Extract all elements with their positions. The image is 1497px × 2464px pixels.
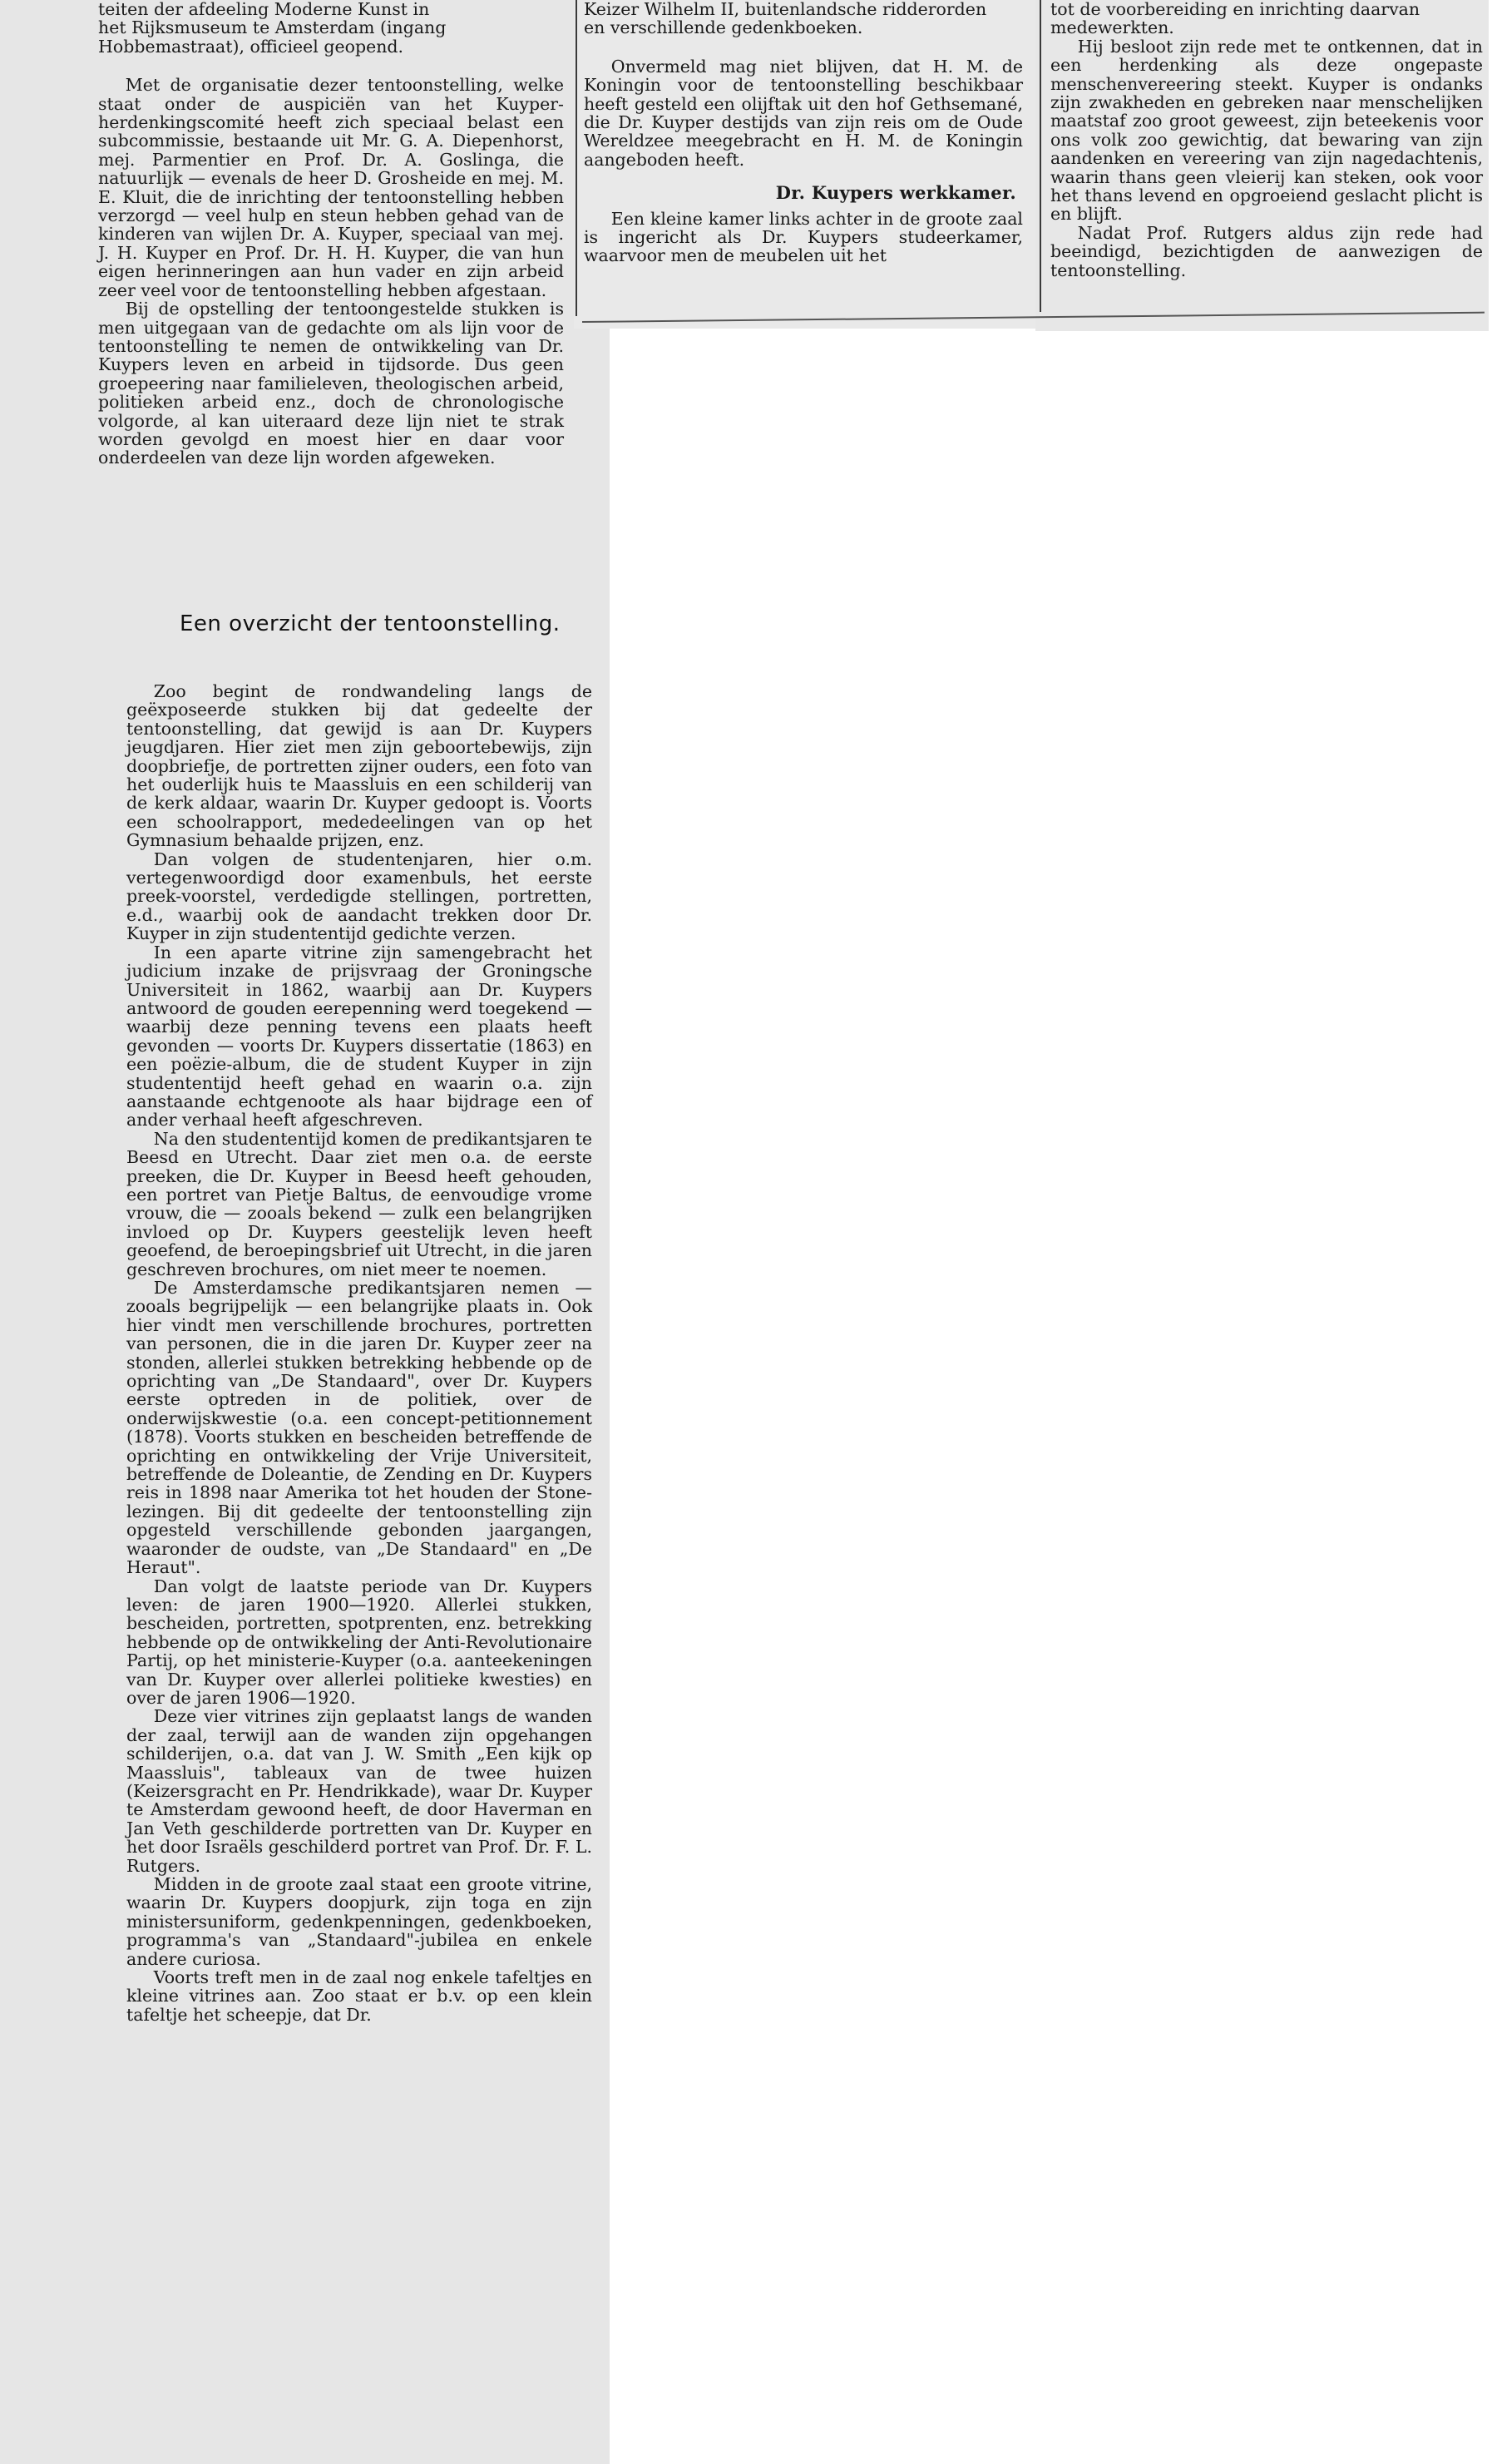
- text-line: en verschillende gedenkboeken.: [584, 17, 863, 38]
- paragraph: Voorts treft men in de zaal nog enkele tafeltjes en kleine vitrines aan. Zoo staat er b.v. op een klein tafeltje het scheepje, dat Dr.: [126, 1967, 592, 2025]
- column-c: [1050, 0, 1483, 280]
- text-line: Keizer Wilhelm II, buitenlandsche ridderorden: [584, 0, 987, 19]
- column-divider: [1040, 0, 1041, 312]
- text-line: Hobbemastraat), officieel geopend.: [98, 36, 404, 57]
- paragraph: Zoo begint de rondwandeling langs de geëxposeerde stukken bij dat gedeelte der tentoonstelling, dat gewijd is aan Dr. Kuypers jeugdjaren. Hier ziet men zijn geboortebewijs, zijn doopbriefje, de portretten zijner ouders, een foto van het ouderlijk huis te Maassluis en een schilderij van de kerk aldaar, waarin Dr. Kuyper gedoopt is. Voorts een schoolrapport, mededeelingen van op het Gymnasium behaalde prijzen, enz.: [126, 681, 592, 851]
- text-line: tot de voorbereiding en inrichting daarvan: [1050, 0, 1420, 19]
- paragraph: Nadat Prof. Rutgers aldus zijn rede had beeindigd, bezichtigden de aanwezigen de tentoonstelling.: [1050, 222, 1483, 280]
- paragraph: Een kleine kamer links achter in de groote zaal is ingericht als Dr. Kuypers studeerkamer, waarvoor men de meubelen uit het: [584, 208, 1023, 266]
- paragraph: Dan volgen de studentenjaren, hier o.m. vertegenwoordigd door examenbuls, het eerste preek-voorstel, verdedigde stellingen, portretten, e.d., waarbij ook de aandacht trekken door Dr. Kuyper in zijn studententijd gedichte verzen.: [126, 849, 592, 944]
- paragraph: Bij de opstelling der tentoongestelde stukken is men uitgegaan van de gedachte om als lijn voor de tentoonstelling te nemen de ontwikkeling van Dr. Kuypers leven en arbeid in tijdsorde. Dus geen groepeering naar familieleven, theologischen arbeid, politieken arbeid enz., doch de chronologische volgorde, al kan uiteraard deze lijn niet te strak worden gevolgd en moest hier en daar voor onderdeelen van deze lijn worden afgeweken.: [98, 299, 564, 468]
- column-a-top: [98, 0, 564, 468]
- paragraph: De Amsterdamsche predikantsjaren nemen — zooals begrijpelijk — een belangrijke plaats in. Ook hier vindt men verschillende brochures, portretten van personen, die in die jaren Dr. Kuyper zeer na stonden, allerlei stukken betrekking hebbende op de oprichting van „De Standaard", over Dr. Kuypers eerste optreden in de politiek, over de onderwijskwestie (o.a. een concept-petitionnement (1878). Voorts stukken en bescheiden betreffende de oprichting en ontwikkeling der Vrije Universiteit, betreffende de Doleantie, de Zending en Dr. Kuypers reis in 1898 naar Amerika tot het houden der Stone-lezingen. Bij dit gedeelte der tentoonstelling zijn opgesteld verschillende gebonden jaargangen, waaronder de oudste, van „De Standaard" en „De Heraut".: [126, 1278, 592, 1578]
- subheading: Dr. Kuypers werkkamer.: [775, 182, 1016, 204]
- paragraph: Hij besloot zijn rede met te ontkennen, dat in een herdenking als deze ongepaste menschenvereering steekt. Kuyper is ondanks zijn zwakheden en gebreken naar menschelijken maatstaf zoo groot geweest, zijn beteekenis voor ons volk zoo gewichtig, dat bewaring van zijn aandenken en vereering van zijn nagedachtenis, waarin thans geen vleierij kan steken, ook voor het thans levend en opgroeiend geslacht plicht is en blijft.: [1050, 36, 1483, 225]
- text-line: het Rijksmuseum te Amsterdam (ingang: [98, 17, 447, 38]
- paragraph: In een aparte vitrine zijn samengebracht het judicium inzake de prijsvraag der Groningsche Universiteit in 1862, waarbij aan Dr. Kuypers antwoord de gouden eerepenning werd toegekend — waarbij deze penning tevens een plaats heeft gevonden — voorts Dr. Kuypers dissertatie (1863) en een poëzie-album, die de student Kuyper in zijn studententijd heeft gehad en waarin o.a. zijn aanstaande echtgenoote als haar bijdrage een of ander verhaal heeft afgeschreven.: [126, 942, 592, 1131]
- column-a-lower: [126, 682, 592, 2024]
- paragraph: Midden in de groote zaal staat een groote vitrine, waarin Dr. Kuypers doopjurk, zijn toga en zijn ministersuniform, gedenkpenningen, gedenkboeken, programma's van „Standaard"-jubilea en enkele andere curiosa.: [126, 1874, 592, 1969]
- paragraph: Na den studententijd komen de predikantsjaren te Beesd en Utrecht. Daar ziet men o.a. de eerste preeken, die Dr. Kuyper in Beesd heeft gehouden, een portret van Pietje Baltus, de eenvoudige vrome vrouw, die — zooals bekend — zulk een belangrijken invloed op Dr. Kuypers geestelijk leven heeft geoefend, de beroepingsbrief uit Utrecht, in die jaren geschreven brochures, om niet meer te noemen.: [126, 1128, 592, 1279]
- column-b: [584, 0, 1023, 265]
- paragraph: Onvermeld mag niet blijven, dat H. M. de Koningin voor de tentoonstelling beschikbaar heeft gesteld een olijftak uit den hof Gethsemané, die Dr. Kuyper destijds van zijn reis om de Oude Wereldzee meegebracht en H. M. de Koningin aangeboden heeft.: [584, 56, 1023, 170]
- column-divider: [576, 0, 577, 316]
- paragraph: Met de organisatie dezer tentoonstelling, welke staat onder de auspiciën van het Kuyper-herdenkingscomité heeft zich speciaal belast een subcommissie, bestaande uit Mr. G. A. Diepenhorst, mej. Parmentier en Prof. Dr. A. Goslinga, die natuurlijk — evenals de heer D. Grosheide en mej. M. E. Kluit, die de inrichting der tentoonstelling hebben verzorgd — veel hulp en steun hebben gehad van de kinderen van wijlen Dr. A. Kuyper, speciaal van mej. J. H. Kuyper en Prof. Dr. H. H. Kuyper, die van hun eigen herinneringen aan hun vader en zijn arbeid zeer veel voor de tentoonstelling hebben afgestaan.: [98, 75, 564, 300]
- text-line: teiten der afdeeling Moderne Kunst in: [98, 0, 430, 19]
- paragraph: Dan volgt de laatste periode van Dr. Kuypers leven: de jaren 1900—1920. Allerlei stukken, bescheiden, portretten, spotprenten, enz. betrekking hebbende op de ontwikkeling der Anti-Revolutionaire Partij, op het ministerie-Kuyper (o.a. aanteekeningen van Dr. Kuyper over allerlei politieke kwesties) en over de jaren 1906—1920.: [126, 1576, 592, 1708]
- section-title: Een overzicht der tentoonstelling.: [180, 611, 561, 636]
- paragraph: Deze vier vitrines zijn geplaatst langs de wanden der zaal, terwijl aan de wanden zijn opgehangen schilderijen, o.a. dat van J. W. Smith „Een kijk op Maassluis", tableaux van de twee huizen (Keizersgracht en Pr. Hendrikkade), waar Dr. Kuyper te Amsterdam gewoond heeft, de door Haverman en Jan Veth geschilderde portretten van Dr. Kuyper en het door Israëls geschilderd portret van Prof. Dr. F. L. Rutgers.: [126, 1706, 592, 1876]
- text-line: medewerkten.: [1050, 17, 1174, 38]
